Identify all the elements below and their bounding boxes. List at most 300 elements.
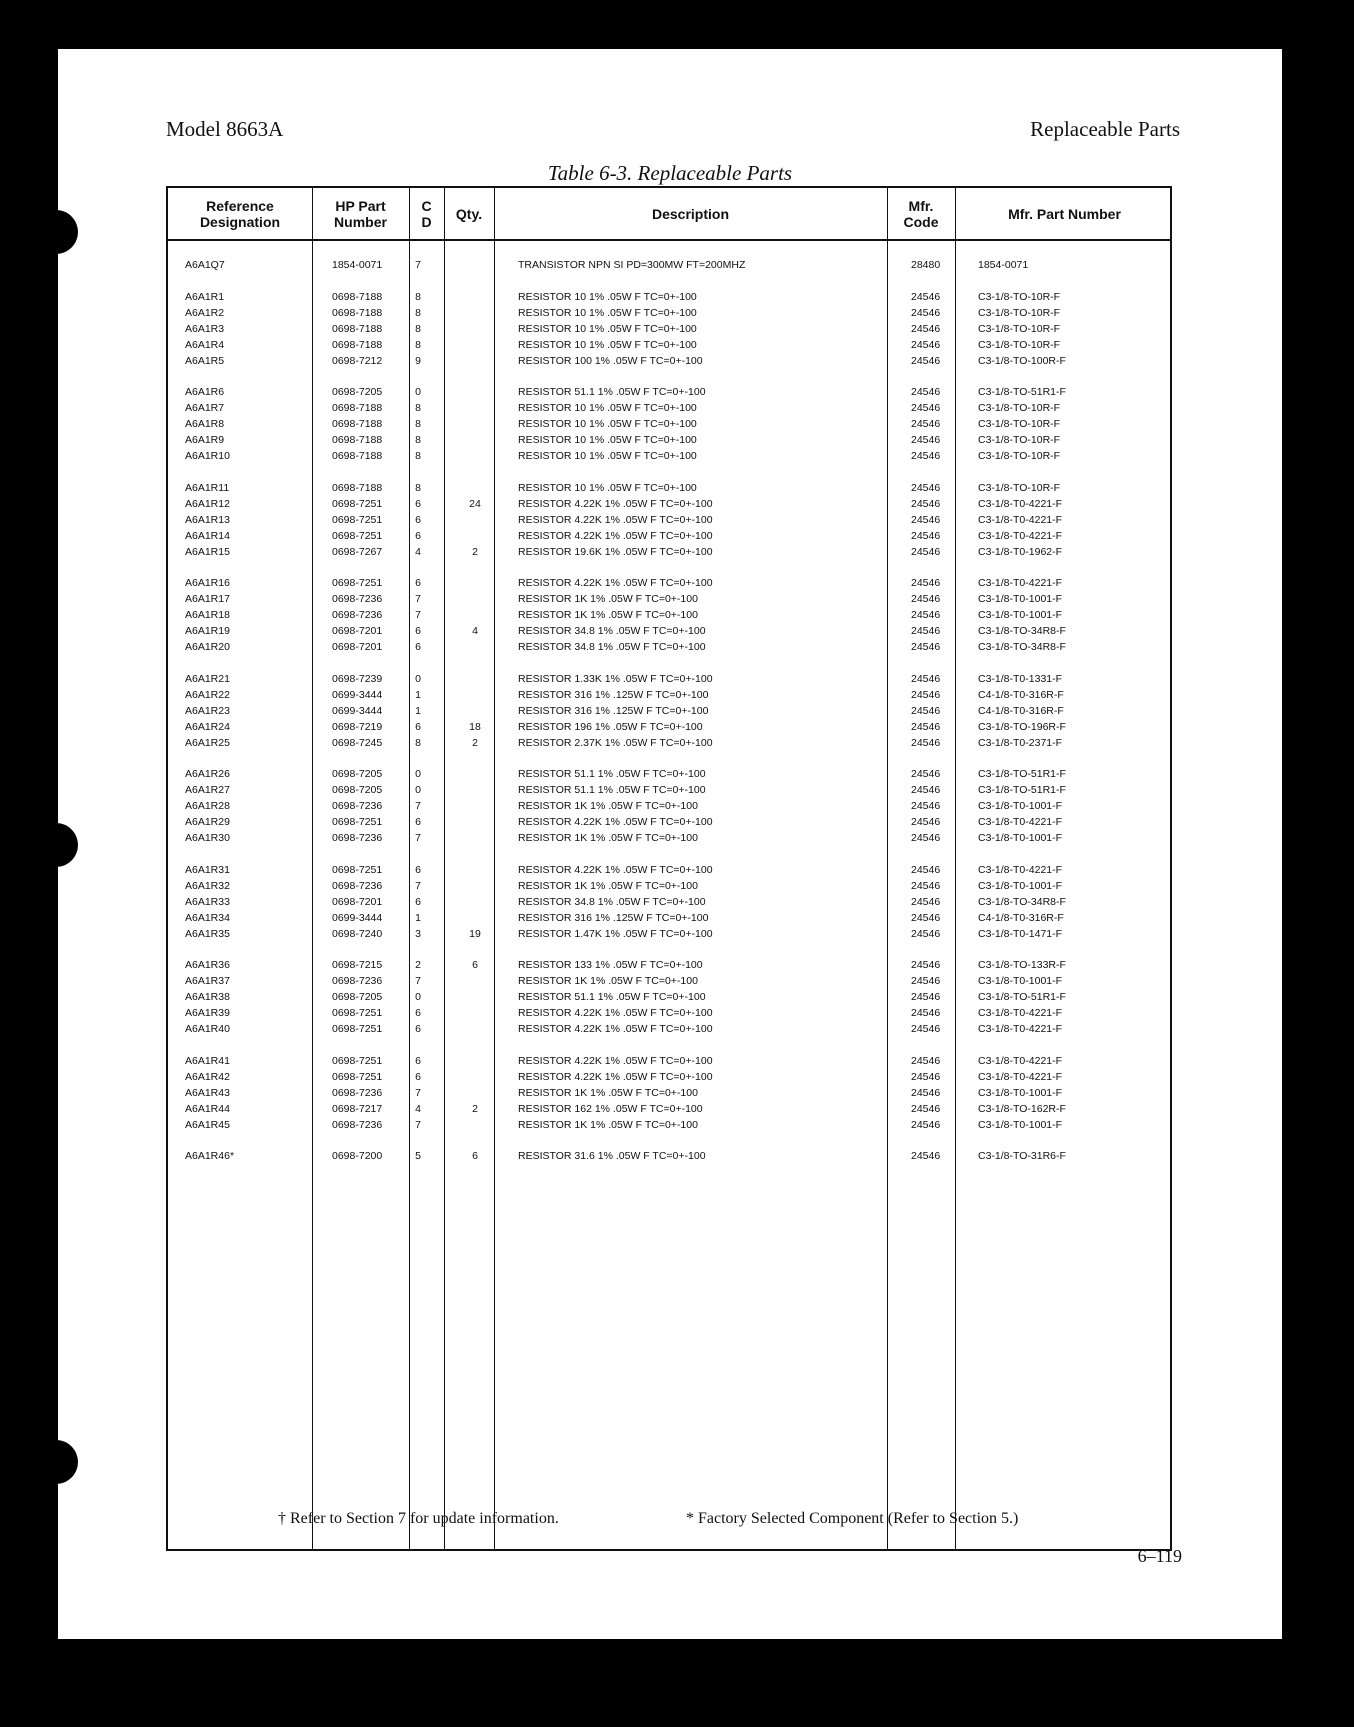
description: RESISTOR 10 1% .05W F TC=0+-100 xyxy=(518,434,697,446)
check-digit: 6 xyxy=(415,497,421,510)
hp-part-number: 0698-7236 xyxy=(332,609,383,621)
mfr-code: 24546 xyxy=(911,879,941,892)
description: RESISTOR 1K 1% .05W F TC=0+-100 xyxy=(518,609,698,621)
ref-designation: A6A1Q7 xyxy=(185,259,225,271)
table-row xyxy=(168,258,1170,272)
hp-part-number: 0698-7212 xyxy=(332,354,383,367)
check-digit: 8 xyxy=(415,338,421,351)
table-row xyxy=(168,736,1170,750)
table-row xyxy=(168,767,1170,781)
description: RESISTOR 51.1 1% .05W F TC=0+-100 xyxy=(518,386,706,398)
description: RESISTOR 4.22K 1% .05W F TC=0+-100 xyxy=(518,529,713,542)
description: RESISTOR 1K 1% .05W F TC=0+-100 xyxy=(518,879,698,892)
table-row xyxy=(168,545,1170,559)
mfr-code: 24546 xyxy=(911,991,941,1003)
description: RESISTOR 1K 1% .05W F TC=0+-100 xyxy=(518,593,698,605)
check-digit: 6 xyxy=(415,720,421,733)
table-row xyxy=(168,608,1170,622)
mfr-code: 24546 xyxy=(911,529,941,542)
check-digit: 7 xyxy=(415,609,421,621)
ref-designation: A6A1R25 xyxy=(185,736,230,749)
mfr-code: 24546 xyxy=(911,895,941,908)
table-row xyxy=(168,1118,1170,1132)
mfr-part-number: C3-1/8-TO-162R-F xyxy=(978,1102,1066,1115)
ref-designation: A6A1R20 xyxy=(185,641,230,653)
check-digit: 8 xyxy=(415,290,421,303)
mfr-code: 24546 xyxy=(911,816,941,828)
description: RESISTOR 1K 1% .05W F TC=0+-100 xyxy=(518,975,698,987)
ref-designation: A6A1R14 xyxy=(185,529,230,542)
table-row xyxy=(168,704,1170,718)
mfr-code: 24546 xyxy=(911,832,941,844)
check-digit: 6 xyxy=(415,641,421,653)
description: RESISTOR 4.22K 1% .05W F TC=0+-100 xyxy=(518,1007,713,1019)
ref-designation: A6A1R24 xyxy=(185,720,230,733)
table-row xyxy=(168,927,1170,941)
mfr-part-number: C3-1/8-T0-1001-F xyxy=(978,800,1063,812)
ref-designation: A6A1R12 xyxy=(185,497,230,510)
mfr-part-number: C3-1/8-T0-4221-F xyxy=(978,497,1063,510)
table-row xyxy=(168,688,1170,702)
hp-part-number: 0698-7188 xyxy=(332,402,383,414)
col-mfr-part-number: Mfr. Part Number xyxy=(1008,205,1121,222)
check-digit: 8 xyxy=(415,418,421,430)
description: TRANSISTOR NPN SI PD=300MW FT=200MHZ xyxy=(518,259,746,271)
quantity: 2 xyxy=(472,545,478,558)
mfr-code: 24546 xyxy=(911,402,941,414)
check-digit: 1 xyxy=(415,688,421,701)
mfr-code: 24546 xyxy=(911,290,941,303)
mfr-code: 24546 xyxy=(911,322,941,335)
ref-designation: A6A1R36 xyxy=(185,959,230,971)
mfr-part-number: 1854-0071 xyxy=(978,259,1029,271)
hp-part-number: 0698-7239 xyxy=(332,672,383,685)
hp-part-number: 0698-7251 xyxy=(332,816,383,828)
check-digit: 1 xyxy=(415,704,421,717)
hp-part-number: 0698-7236 xyxy=(332,975,383,987)
table-row xyxy=(168,799,1170,813)
hp-part-number: 0699-3444 xyxy=(332,704,383,717)
mfr-part-number: C3-1/8-T0-4221-F xyxy=(978,577,1063,589)
mfr-part-number: C3-1/8-TO-51R1-F xyxy=(978,784,1066,796)
col-quantity: Qty. xyxy=(455,205,483,222)
quantity: 6 xyxy=(472,1150,478,1162)
mfr-code: 24546 xyxy=(911,354,941,367)
mfr-code: 24546 xyxy=(911,1086,941,1099)
table-row xyxy=(168,576,1170,590)
ref-designation: A6A1R33 xyxy=(185,895,230,908)
mfr-code: 24546 xyxy=(911,959,941,971)
table-row xyxy=(168,401,1170,415)
table-row xyxy=(168,974,1170,988)
page-number: 6–119 xyxy=(1137,1546,1182,1566)
description: RESISTOR 4.22K 1% .05W F TC=0+-100 xyxy=(518,1070,713,1083)
mfr-part-number: C3-1/8-TO-10R-F xyxy=(978,418,1061,430)
mfr-part-number: C3-1/8-TO-10R-F xyxy=(978,481,1061,494)
quantity: 6 xyxy=(472,959,478,971)
mfr-code: 24546 xyxy=(911,497,941,510)
ref-designation: A6A1R27 xyxy=(185,784,230,796)
hp-part-number: 0698-7188 xyxy=(332,338,383,351)
table-row xyxy=(168,1022,1170,1036)
ref-designation: A6A1R22 xyxy=(185,688,230,701)
table-row xyxy=(168,831,1170,845)
hp-part-number: 0698-7236 xyxy=(332,832,383,844)
description: RESISTOR 10 1% .05W F TC=0+-100 xyxy=(518,481,697,494)
description: RESISTOR 34.8 1% .05W F TC=0+-100 xyxy=(518,641,706,653)
mfr-code: 24546 xyxy=(911,593,941,605)
mfr-part-number: C3-1/8-TO-31R6-F xyxy=(978,1150,1066,1162)
table-row xyxy=(168,513,1170,527)
hp-part-number: 0698-7188 xyxy=(332,306,383,319)
hp-part-number: 0698-7267 xyxy=(332,545,383,558)
description: RESISTOR 4.22K 1% .05W F TC=0+-100 xyxy=(518,863,713,876)
check-digit: 7 xyxy=(415,879,421,892)
ref-designation: A6A1R43 xyxy=(185,1086,230,1099)
description: RESISTOR 316 1% .125W F TC=0+-100 xyxy=(518,704,709,717)
ref-designation: A6A1R37 xyxy=(185,975,230,987)
check-digit: 2 xyxy=(415,959,421,971)
description: RESISTOR 1K 1% .05W F TC=0+-100 xyxy=(518,832,698,844)
description: RESISTOR 51.1 1% .05W F TC=0+-100 xyxy=(518,784,706,796)
description: RESISTOR 4.22K 1% .05W F TC=0+-100 xyxy=(518,497,713,510)
table-row xyxy=(168,385,1170,399)
table-row xyxy=(168,863,1170,877)
mfr-code: 24546 xyxy=(911,450,941,462)
ref-designation: A6A1R6 xyxy=(185,386,225,398)
mfr-code: 24546 xyxy=(911,1102,941,1115)
mfr-part-number: C3-1/8-T0-1001-F xyxy=(978,832,1063,844)
mfr-code: 24546 xyxy=(911,481,941,494)
mfr-code: 24546 xyxy=(911,975,941,987)
mfr-part-number: C4-1/8-T0-316R-F xyxy=(978,688,1064,701)
hp-part-number: 0698-7251 xyxy=(332,497,383,510)
table-row xyxy=(168,322,1170,336)
ref-designation: A6A1R15 xyxy=(185,545,230,558)
table-row xyxy=(168,958,1170,972)
description: RESISTOR 34.8 1% .05W F TC=0+-100 xyxy=(518,625,706,637)
table-row xyxy=(168,815,1170,829)
table-row xyxy=(168,1006,1170,1020)
mfr-part-number: C3-1/8-T0-4221-F xyxy=(978,863,1063,876)
description: RESISTOR 4.22K 1% .05W F TC=0+-100 xyxy=(518,1054,713,1067)
hp-part-number: 0698-7201 xyxy=(332,625,383,637)
mfr-part-number: C3-1/8-TO-10R-F xyxy=(978,450,1061,462)
binder-hole xyxy=(34,210,78,254)
check-digit: 4 xyxy=(415,1102,421,1115)
table-row xyxy=(168,911,1170,925)
hp-part-number: 0698-7251 xyxy=(332,513,383,526)
mfr-part-number: C3-1/8-TO-10R-F xyxy=(978,402,1061,414)
hp-part-number: 0698-7215 xyxy=(332,959,383,971)
table-row xyxy=(168,449,1170,463)
mfr-part-number: C3-1/8-T0-4221-F xyxy=(978,1023,1063,1035)
check-digit: 7 xyxy=(415,832,421,844)
ref-designation: A6A1R28 xyxy=(185,800,230,812)
hp-part-number: 0699-3444 xyxy=(332,688,383,701)
check-digit: 7 xyxy=(415,1086,421,1099)
mfr-code: 24546 xyxy=(911,1118,941,1131)
mfr-code: 24546 xyxy=(911,625,941,637)
mfr-part-number: C3-1/8-TO-34R8-F xyxy=(978,641,1066,653)
check-digit: 8 xyxy=(415,481,421,494)
ref-designation: A6A1R3 xyxy=(185,322,225,335)
check-digit: 4 xyxy=(415,545,421,558)
ref-designation: A6A1R45 xyxy=(185,1118,230,1131)
hp-part-number: 0698-7251 xyxy=(332,1070,383,1083)
mfr-part-number: C3-1/8-TO-10R-F xyxy=(978,290,1061,303)
check-digit: 7 xyxy=(415,800,421,812)
ref-designation: A6A1R2 xyxy=(185,306,225,319)
hp-part-number: 0698-7205 xyxy=(332,386,383,398)
table-row xyxy=(168,672,1170,686)
quantity: 4 xyxy=(472,625,478,637)
table-row xyxy=(168,624,1170,638)
binder-hole xyxy=(34,823,78,867)
mfr-code: 24546 xyxy=(911,577,941,589)
hp-part-number: 0698-7205 xyxy=(332,784,383,796)
mfr-code: 24546 xyxy=(911,800,941,812)
description: RESISTOR 316 1% .125W F TC=0+-100 xyxy=(518,688,709,701)
ref-designation: A6A1R29 xyxy=(185,816,230,828)
mfr-part-number: C3-1/8-T0-1001-F xyxy=(978,1086,1063,1099)
mfr-part-number: C3-1/8-TO-34R8-F xyxy=(978,895,1066,908)
ref-designation: A6A1R9 xyxy=(185,434,225,446)
description: RESISTOR 34.8 1% .05W F TC=0+-100 xyxy=(518,895,706,908)
hp-part-number: 0698-7201 xyxy=(332,895,383,908)
mfr-code: 24546 xyxy=(911,338,941,351)
hp-part-number: 0698-7251 xyxy=(332,1007,383,1019)
mfr-part-number: C3-1/8-T0-1001-F xyxy=(978,1118,1063,1131)
check-digit: 6 xyxy=(415,1023,421,1035)
hp-part-number: 0699-3444 xyxy=(332,911,383,924)
mfr-part-number: C3-1/8-T0-4221-F xyxy=(978,1007,1063,1019)
ref-designation: A6A1R21 xyxy=(185,672,230,685)
ref-designation: A6A1R18 xyxy=(185,609,230,621)
check-digit: 3 xyxy=(415,927,421,940)
table-row xyxy=(168,497,1170,511)
description: RESISTOR 10 1% .05W F TC=0+-100 xyxy=(518,338,697,351)
check-digit: 6 xyxy=(415,863,421,876)
mfr-part-number: C3-1/8-TO-51R1-F xyxy=(978,768,1066,780)
table-row xyxy=(168,1086,1170,1100)
table-row xyxy=(168,720,1170,734)
description: RESISTOR 19.6K 1% .05W F TC=0+-100 xyxy=(518,545,713,558)
mfr-code: 24546 xyxy=(911,720,941,733)
table-row xyxy=(168,529,1170,543)
hp-part-number: 0698-7245 xyxy=(332,736,383,749)
description: RESISTOR 1.33K 1% .05W F TC=0+-100 xyxy=(518,672,713,685)
hp-part-number: 0698-7200 xyxy=(332,1150,383,1162)
check-digit: 1 xyxy=(415,911,421,924)
quantity: 19 xyxy=(469,927,481,940)
hp-part-number: 0698-7188 xyxy=(332,481,383,494)
model-header: Model 8663A xyxy=(166,117,284,141)
mfr-part-number: C3-1/8-TO-51R1-F xyxy=(978,386,1066,398)
mfr-part-number: C3-1/8-T0-4221-F xyxy=(978,816,1063,828)
description: RESISTOR 196 1% .05W F TC=0+-100 xyxy=(518,720,703,733)
table-row xyxy=(168,1054,1170,1068)
mfr-code: 24546 xyxy=(911,434,941,446)
mfr-part-number: C3-1/8-T0-4221-F xyxy=(978,1070,1063,1083)
description: RESISTOR 10 1% .05W F TC=0+-100 xyxy=(518,290,697,303)
check-digit: 7 xyxy=(415,1118,421,1131)
ref-designation: A6A1R39 xyxy=(185,1007,230,1019)
hp-part-number: 0698-7188 xyxy=(332,450,383,462)
ref-designation: A6A1R31 xyxy=(185,863,230,876)
mfr-part-number: C3-1/8-TO-10R-F xyxy=(978,434,1061,446)
hp-part-number: 0698-7205 xyxy=(332,991,383,1003)
check-digit: 8 xyxy=(415,450,421,462)
description: RESISTOR 162 1% .05W F TC=0+-100 xyxy=(518,1102,703,1115)
mfr-code: 24546 xyxy=(911,306,941,319)
check-digit: 8 xyxy=(415,434,421,446)
check-digit: 6 xyxy=(415,625,421,637)
description: RESISTOR 100 1% .05W F TC=0+-100 xyxy=(518,354,703,367)
mfr-part-number: C3-1/8-T0-1001-F xyxy=(978,879,1063,892)
ref-designation: A6A1R30 xyxy=(185,832,230,844)
table-row xyxy=(168,417,1170,431)
ref-designation: A6A1R8 xyxy=(185,418,225,430)
binder-hole xyxy=(34,1440,78,1484)
hp-part-number: 0698-7251 xyxy=(332,529,383,542)
check-digit: 8 xyxy=(415,736,421,749)
mfr-part-number: C4-1/8-T0-316R-F xyxy=(978,704,1064,717)
table-row xyxy=(168,1149,1170,1163)
check-digit: 8 xyxy=(415,306,421,319)
table-row xyxy=(168,895,1170,909)
hp-part-number: 0698-7201 xyxy=(332,641,383,653)
hp-part-number: 0698-7251 xyxy=(332,1023,383,1035)
ref-designation: A6A1R7 xyxy=(185,402,225,414)
description: RESISTOR 4.22K 1% .05W F TC=0+-100 xyxy=(518,577,713,589)
description: RESISTOR 4.22K 1% .05W F TC=0+-100 xyxy=(518,816,713,828)
check-digit: 0 xyxy=(415,672,421,685)
col-hp-part-number: HP Part Number xyxy=(334,197,387,230)
ref-designation: A6A1R23 xyxy=(185,704,230,717)
col-check-digit: C D xyxy=(421,197,432,230)
ref-designation: A6A1R26 xyxy=(185,768,230,780)
mfr-code: 24546 xyxy=(911,386,941,398)
mfr-code: 28480 xyxy=(911,259,941,271)
ref-designation: A6A1R4 xyxy=(185,338,225,351)
mfr-part-number: C3-1/8-T0-4221-F xyxy=(978,513,1063,526)
mfr-code: 24546 xyxy=(911,863,941,876)
ref-designation: A6A1R46* xyxy=(185,1150,235,1162)
description: RESISTOR 31.6 1% .05W F TC=0+-100 xyxy=(518,1150,706,1162)
hp-part-number: 0698-7251 xyxy=(332,863,383,876)
mfr-code: 24546 xyxy=(911,1150,941,1162)
description: RESISTOR 10 1% .05W F TC=0+-100 xyxy=(518,322,697,335)
description: RESISTOR 133 1% .05W F TC=0+-100 xyxy=(518,959,703,971)
ref-designation: A6A1R13 xyxy=(185,513,230,526)
check-digit: 0 xyxy=(415,784,421,796)
mfr-part-number: C3-1/8-TO-10R-F xyxy=(978,306,1061,319)
hp-part-number: 0698-7236 xyxy=(332,1118,383,1131)
table-row xyxy=(168,338,1170,352)
hp-part-number: 0698-7188 xyxy=(332,290,383,303)
mfr-code: 24546 xyxy=(911,736,941,749)
mfr-code: 24546 xyxy=(911,927,941,940)
table-row xyxy=(168,290,1170,304)
mfr-code: 24546 xyxy=(911,911,941,924)
ref-designation: A6A1R10 xyxy=(185,450,230,462)
description: RESISTOR 1K 1% .05W F TC=0+-100 xyxy=(518,1118,698,1131)
quantity: 18 xyxy=(469,720,481,733)
table-row xyxy=(168,783,1170,797)
ref-designation: A6A1R40 xyxy=(185,1023,230,1035)
mfr-part-number: C3-1/8-TO-133R-F xyxy=(978,959,1066,971)
check-digit: 6 xyxy=(415,1070,421,1083)
document-page xyxy=(58,49,1282,1639)
mfr-code: 24546 xyxy=(911,688,941,701)
hp-part-number: 0698-7240 xyxy=(332,927,383,940)
description: RESISTOR 1.47K 1% .05W F TC=0+-100 xyxy=(518,927,713,940)
ref-designation: A6A1R41 xyxy=(185,1054,230,1067)
table-row xyxy=(168,481,1170,495)
hp-part-number: 0698-7251 xyxy=(332,577,383,589)
check-digit: 6 xyxy=(415,577,421,589)
ref-designation: A6A1R34 xyxy=(185,911,230,924)
check-digit: 0 xyxy=(415,386,421,398)
mfr-part-number: C4-1/8-T0-316R-F xyxy=(978,911,1064,924)
check-digit: 7 xyxy=(415,259,421,271)
mfr-part-number: C3-1/8-TO-51R1-F xyxy=(978,991,1066,1003)
hp-part-number: 0698-7236 xyxy=(332,593,383,605)
check-digit: 6 xyxy=(415,529,421,542)
table-row xyxy=(168,879,1170,893)
check-digit: 5 xyxy=(415,1150,421,1162)
hp-part-number: 0698-7217 xyxy=(332,1102,383,1115)
mfr-code: 24546 xyxy=(911,704,941,717)
mfr-part-number: C3-1/8-TO-196R-F xyxy=(978,720,1066,733)
mfr-code: 24546 xyxy=(911,545,941,558)
table-row xyxy=(168,1070,1170,1084)
table-row xyxy=(168,354,1170,368)
mfr-part-number: C3-1/8-TO-100R-F xyxy=(978,354,1066,367)
hp-part-number: 0698-7188 xyxy=(332,322,383,335)
table-row xyxy=(168,592,1170,606)
description: RESISTOR 1K 1% .05W F TC=0+-100 xyxy=(518,800,698,812)
footnote-update: † Refer to Section 7 for update information. xyxy=(278,1510,559,1527)
description: RESISTOR 4.22K 1% .05W F TC=0+-100 xyxy=(518,513,713,526)
mfr-code: 24546 xyxy=(911,609,941,621)
mfr-part-number: C3-1/8-TO-34R8-F xyxy=(978,625,1066,637)
table-row xyxy=(168,306,1170,320)
mfr-code: 24546 xyxy=(911,672,941,685)
quantity: 2 xyxy=(472,1102,478,1115)
check-digit: 7 xyxy=(415,975,421,987)
table-row xyxy=(168,640,1170,654)
mfr-part-number: C3-1/8-T0-4221-F xyxy=(978,529,1063,542)
mfr-part-number: C3-1/8-T0-1001-F xyxy=(978,609,1063,621)
mfr-code: 24546 xyxy=(911,513,941,526)
mfr-part-number: C3-1/8-T0-1001-F xyxy=(978,975,1063,987)
ref-designation: A6A1R44 xyxy=(185,1102,230,1115)
description: RESISTOR 4.22K 1% .05W F TC=0+-100 xyxy=(518,1023,713,1035)
mfr-code: 24546 xyxy=(911,1070,941,1083)
check-digit: 9 xyxy=(415,354,421,367)
description: RESISTOR 316 1% .125W F TC=0+-100 xyxy=(518,911,709,924)
description: RESISTOR 10 1% .05W F TC=0+-100 xyxy=(518,450,697,462)
ref-designation: A6A1R32 xyxy=(185,879,230,892)
check-digit: 8 xyxy=(415,402,421,414)
description: RESISTOR 1K 1% .05W F TC=0+-100 xyxy=(518,1086,698,1099)
description: RESISTOR 10 1% .05W F TC=0+-100 xyxy=(518,418,697,430)
hp-part-number: 0698-7236 xyxy=(332,879,383,892)
check-digit: 6 xyxy=(415,1007,421,1019)
check-digit: 6 xyxy=(415,1054,421,1067)
